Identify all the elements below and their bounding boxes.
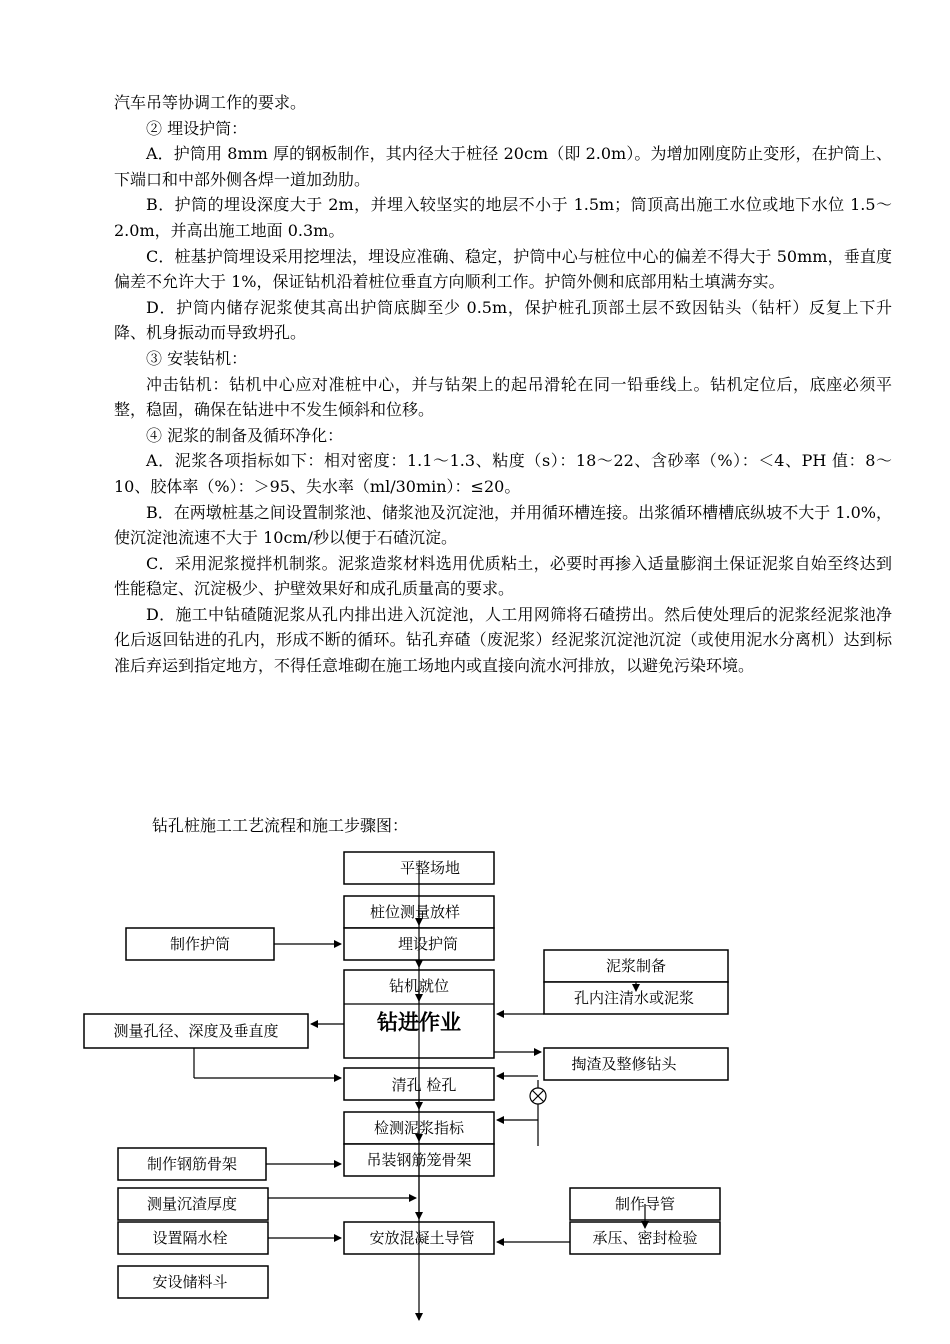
- label-hoist-cage: 吊装钢筋笼骨架: [366, 1151, 472, 1169]
- label-rig: 钻机就位: [388, 977, 450, 995]
- label-clean-check: 清孔 检孔: [391, 1076, 457, 1094]
- label-measure-sediment: 测量沉渣厚度: [146, 1195, 238, 1213]
- label-make-cage: 制作钢筋骨架: [146, 1155, 238, 1173]
- paragraph: A．泥浆各项指标如下：相对密度：1.1～1.3、粘度（s）：18～22、含砂率（%）：＜4、PH 值：8～10、胶体率（%）：＞95、失水率（ml/30min）：≤20。: [114, 451, 892, 496]
- section-heading: ④ 泥浆的制备及循环净化：: [146, 425, 344, 445]
- paragraph: B．护筒的埋设深度大于 2m，并埋入较坚实的地层不小于 1.5m；筒顶高出施工水位或地下水位 1.5～2.0m，并高出施工地面 0.3m。: [114, 195, 892, 240]
- paragraph: 冲击钻机：钻机中心应对准桩中心，并与钻架上的起吊滑轮在同一铅垂线上。钻机定位后，底座必须平整，稳固，确保在钻进中不发生倾斜和位移。: [114, 374, 892, 420]
- label-make-pipe: 制作导管: [614, 1195, 676, 1213]
- label-stake: 桩位测量放样: [369, 903, 461, 921]
- paragraph: D．护筒内储存泥浆使其高出护筒底脚至少 0.5m，保护桩孔顶部土层不致因钻头（钻杆）反复上下升降、机身振动而导致坍孔。: [114, 297, 892, 343]
- label-mud-test: 检测泥浆指标: [373, 1119, 465, 1137]
- paragraph: A．护筒用 8mm 厚的钢板制作，其内径大于桩径 20cm（即 2.0m）。为增加刚度防止变形，在护筒上、下端口和中部外侧各焊一道加劲肋。: [114, 144, 892, 189]
- label-make-casing: 制作护筒: [169, 935, 231, 953]
- label-level: 平整场地: [399, 859, 461, 877]
- label-hopper: 安设储料斗: [152, 1273, 228, 1291]
- label-mud-prep: 泥浆制备: [605, 957, 667, 975]
- paragraph: B．在两墩桩基之间设置制浆池、储浆池及沉淀池，并用循环槽连接。出浆循环槽槽底纵坡不大于 1.0%，使沉淀池流速不大于 10cm/秒以便于石碴沉淀。: [114, 502, 892, 548]
- paragraph: 汽车吊等协调工作的要求。: [114, 93, 307, 112]
- paragraph: C．桩基护筒埋设采用挖埋法，埋设应准确、稳定，护筒中心与桩位中心的偏差不得大于 50mm，垂直度偏差不允许大于 1%，保证钻机沿着桩位垂直方向顺利工作。护筒外侧和底部用粘土填满夯实。: [114, 246, 892, 292]
- label-bury-casing: 埋设护筒: [397, 935, 459, 953]
- label-slag: 掏渣及整修钻头: [571, 1055, 677, 1073]
- flowchart-caption: 钻孔桩施工工艺流程和施工步骤图：: [152, 816, 409, 835]
- label-plug: 设置隔水栓: [152, 1229, 228, 1247]
- paragraph: D．施工中钻碴随泥浆从孔内排出进入沉淀池，人工用网筛将石碴捞出。然后使处理后的泥浆经泥浆池净化后返回钻进的孔内，形成不断的循环。钻孔弃碴（废泥浆）经泥浆沉淀池沉淀（或使用泥水分离机）达到标准后弃运到指定地方，不得任意堆砌在施工场地内或直接向流水河排放，以避免污染环境。: [114, 604, 892, 676]
- label-place-pipe: 安放混凝土导管: [369, 1229, 475, 1247]
- label-measure-hole: 测量孔径、深度及垂直度: [113, 1022, 279, 1040]
- paragraph: C．采用泥浆搅拌机制浆。泥浆造浆材料选用优质粘土，必要时再掺入适量膨润土保证泥浆自始至终达到性能稳定、沉淀极少、护壁效果好和成孔质量高的要求。: [114, 553, 892, 599]
- section-heading: ② 埋设护筒：: [146, 118, 248, 138]
- section-heading: ③ 安装钻机：: [146, 348, 248, 368]
- label-drill: 钻进作业: [377, 1009, 461, 1035]
- label-pressure-test: 承压、密封检验: [592, 1229, 698, 1247]
- label-inject: 孔内注清水或泥浆: [573, 989, 695, 1007]
